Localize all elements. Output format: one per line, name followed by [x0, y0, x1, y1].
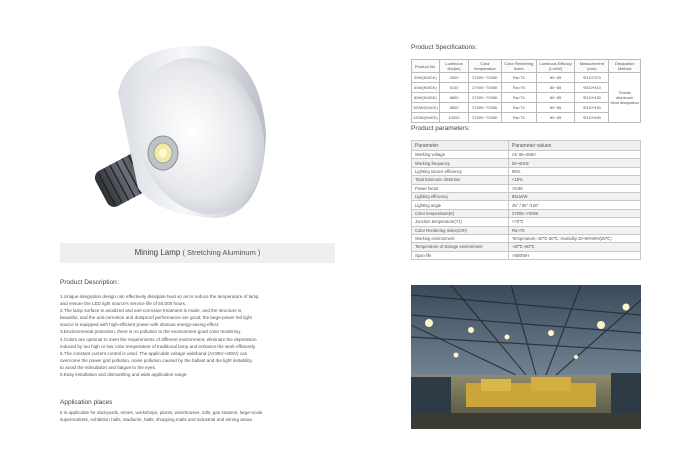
header-cell: Parameter values: [509, 141, 641, 151]
param-value: 85LM/W: [509, 192, 641, 200]
table-cell: Φ310*410: [575, 83, 609, 93]
param-value: 45° / 90° /120°: [509, 201, 641, 209]
param-name: Working voltage: [412, 151, 509, 159]
param-value: >0.95: [509, 184, 641, 192]
table-cell: Ra>75: [501, 83, 536, 93]
param-name: Total harmonic distortion: [412, 176, 509, 184]
table-cell: 80~85: [536, 83, 575, 93]
table-cell: 80~85: [536, 73, 575, 83]
param-value: 2700K~7000K: [509, 209, 641, 217]
table-row: [412, 93, 641, 103]
application-line: supermarkets, exhibition halls, stadiums, halls, shopping malls and industrial and mining areas.: [60, 417, 254, 423]
application-body: [60, 409, 262, 423]
table-header-row: [412, 141, 641, 151]
table-row: [412, 218, 641, 226]
param-name: Color Rendering Index(CRI): [412, 226, 509, 234]
table-row: [412, 176, 641, 184]
table-row: [412, 184, 641, 192]
header-cell: Measurement (mm): [575, 60, 609, 73]
param-name: Temperature of storage environment: [412, 243, 509, 251]
param-name: Working frequency: [412, 159, 509, 167]
dissipation-line: Heat dissipation: [610, 100, 639, 105]
table-cell: 80~85: [536, 93, 575, 103]
header-cell: Dissipation Method: [609, 60, 641, 73]
table-row: [412, 251, 641, 259]
lamp-caption: [60, 243, 335, 263]
param-value: -40℃~80℃: [509, 243, 641, 251]
table-cell: 80~85: [536, 113, 575, 123]
table-cell: 60W(KMGK): [412, 83, 440, 93]
specifications-title: Product Specifications:: [411, 44, 478, 51]
table-cell: 2700K~7000K: [469, 103, 502, 113]
table-row: [412, 83, 641, 93]
mining-lamp-image: [88, 38, 268, 228]
header-cell: Luminous Efficacy (Lm/W): [536, 60, 575, 73]
param-name: Lighting efficiency: [412, 192, 509, 200]
description-line: 1.Unique integration design can effectively dissipate heat so as to reduce the temperature of lamp: [60, 294, 259, 299]
header-cell: Product No.: [412, 60, 440, 73]
table-cell: 2700K~7000K: [469, 93, 502, 103]
description-line: overcome the power grid pollution, noise pollution caused by the ballast and the light instability,: [60, 357, 253, 363]
description-line: and ensure the LED light source's service life of 50,000 hours.: [60, 301, 187, 307]
parameters-title: Product parameters:: [411, 125, 470, 132]
description-line: induced by too high or low color temperature of traditional lamp and enhance the work efficiently.: [60, 343, 256, 349]
param-value: 50~60Hz: [509, 159, 641, 167]
table-header-row: [412, 60, 641, 73]
table-cell: 120W(KMGK): [412, 113, 440, 123]
description-title: Product Description：: [60, 279, 124, 286]
table-cell: Ra>75: [501, 103, 536, 113]
table-row: [412, 113, 641, 123]
table-cell: 2700K~7000K: [469, 73, 502, 83]
application-title: Application places: [60, 399, 113, 406]
table-row: [412, 234, 641, 242]
param-name: Lighting angle: [412, 201, 509, 209]
table-cell: 80W(KMGK): [412, 93, 440, 103]
caption-sub: ( Stretching Aluminum ): [182, 248, 261, 257]
table-cell: Ra>75: [501, 113, 536, 123]
description-line: source is equipped with high-efficient power with obvious energy-saving effect.: [60, 322, 220, 328]
factory-interior-photo: [411, 285, 641, 429]
table-row: [412, 73, 641, 83]
table-cell: 100W(KMGK): [412, 103, 440, 113]
table-cell: Φ310*480: [575, 113, 609, 123]
param-name: Power factor: [412, 184, 509, 192]
description-line: 2.The lamp surface is anodized and anti-corrosive treatment is made, and the structure is: [60, 308, 242, 314]
table-cell: 30W(KMGK): [412, 73, 440, 83]
header-cell: Luminous flux(lm): [439, 60, 468, 73]
table-row: [412, 151, 641, 159]
table-row: [412, 209, 641, 217]
header-cell: Color Rendering Index: [501, 60, 536, 73]
description-line: 3.Environmental protection, there is no pollution to the environment good color rendering.: [60, 329, 242, 335]
param-value: <15%: [509, 176, 641, 184]
table-row: [412, 192, 641, 200]
param-name: Color temperature(K): [412, 209, 509, 217]
dissipation-cell: [609, 73, 641, 123]
param-name: Lighting source efficiency: [412, 167, 509, 175]
header-cell: Color temperature: [469, 60, 502, 73]
table-cell: Φ310*370: [575, 73, 609, 83]
table-row: [412, 201, 641, 209]
table-row: [412, 243, 641, 251]
table-cell: Ra>75: [501, 93, 536, 103]
table-row: [412, 103, 641, 113]
param-value: 85%: [509, 167, 641, 175]
dissipation-line: Tensile aluminum: [616, 90, 634, 100]
param-value: Temperature:-30℃-50℃, Humidity:10~90%RH(25℃): [509, 234, 641, 242]
table-row: [412, 159, 641, 167]
param-name: Working environment: [412, 234, 509, 242]
description-line: beautiful, and the anti-corrosion and dustproof performance are good; the large-power led light: [60, 315, 252, 321]
parameters-table: [411, 140, 641, 260]
param-value: AC 85~265V: [509, 151, 641, 159]
table-cell: 6800: [439, 93, 468, 103]
specifications-table: [411, 59, 641, 123]
table-cell: 10200: [439, 113, 468, 123]
table-row: [412, 167, 641, 175]
description-line: 6.Easy installation and dismantling and wide application range.: [60, 372, 188, 378]
table-row: [412, 226, 641, 234]
table-cell: Φ310*450: [575, 103, 609, 113]
description-line: 4.Colors are optional to meet the requirements of different environment, eliminate the depression: [60, 336, 257, 342]
param-value: >50000H: [509, 251, 641, 259]
caption-main: Mining Lamp: [134, 248, 181, 257]
table-cell: 2500: [439, 73, 468, 83]
param-value: <70℃: [509, 218, 641, 226]
table-cell: 2700K~7000K: [469, 83, 502, 93]
application-line: It is applicable for dockyards, mines, workshops, plants, warehouses, tolls, gas stations, large-scale: [60, 410, 263, 415]
table-cell: 80~85: [536, 103, 575, 113]
description-line: to avoid the stimulation and fatigue to the eyes.: [60, 364, 157, 370]
param-value: Ra>75: [509, 226, 641, 234]
table-cell: Ra>75: [501, 73, 536, 83]
table-cell: 5100: [439, 83, 468, 93]
param-name: Span life: [412, 251, 509, 259]
table-cell: Φ310*430: [575, 93, 609, 103]
table-cell: 2700K~7000K: [469, 113, 502, 123]
description-line: 5.The constant current control is used. The applicable voltage wideband (AC85V~265V) can: [60, 350, 248, 356]
description-body: [60, 293, 259, 378]
header-cell: Parameter: [412, 141, 509, 151]
param-name: Junction temperature(TJ): [412, 218, 509, 226]
table-cell: 8500: [439, 103, 468, 113]
